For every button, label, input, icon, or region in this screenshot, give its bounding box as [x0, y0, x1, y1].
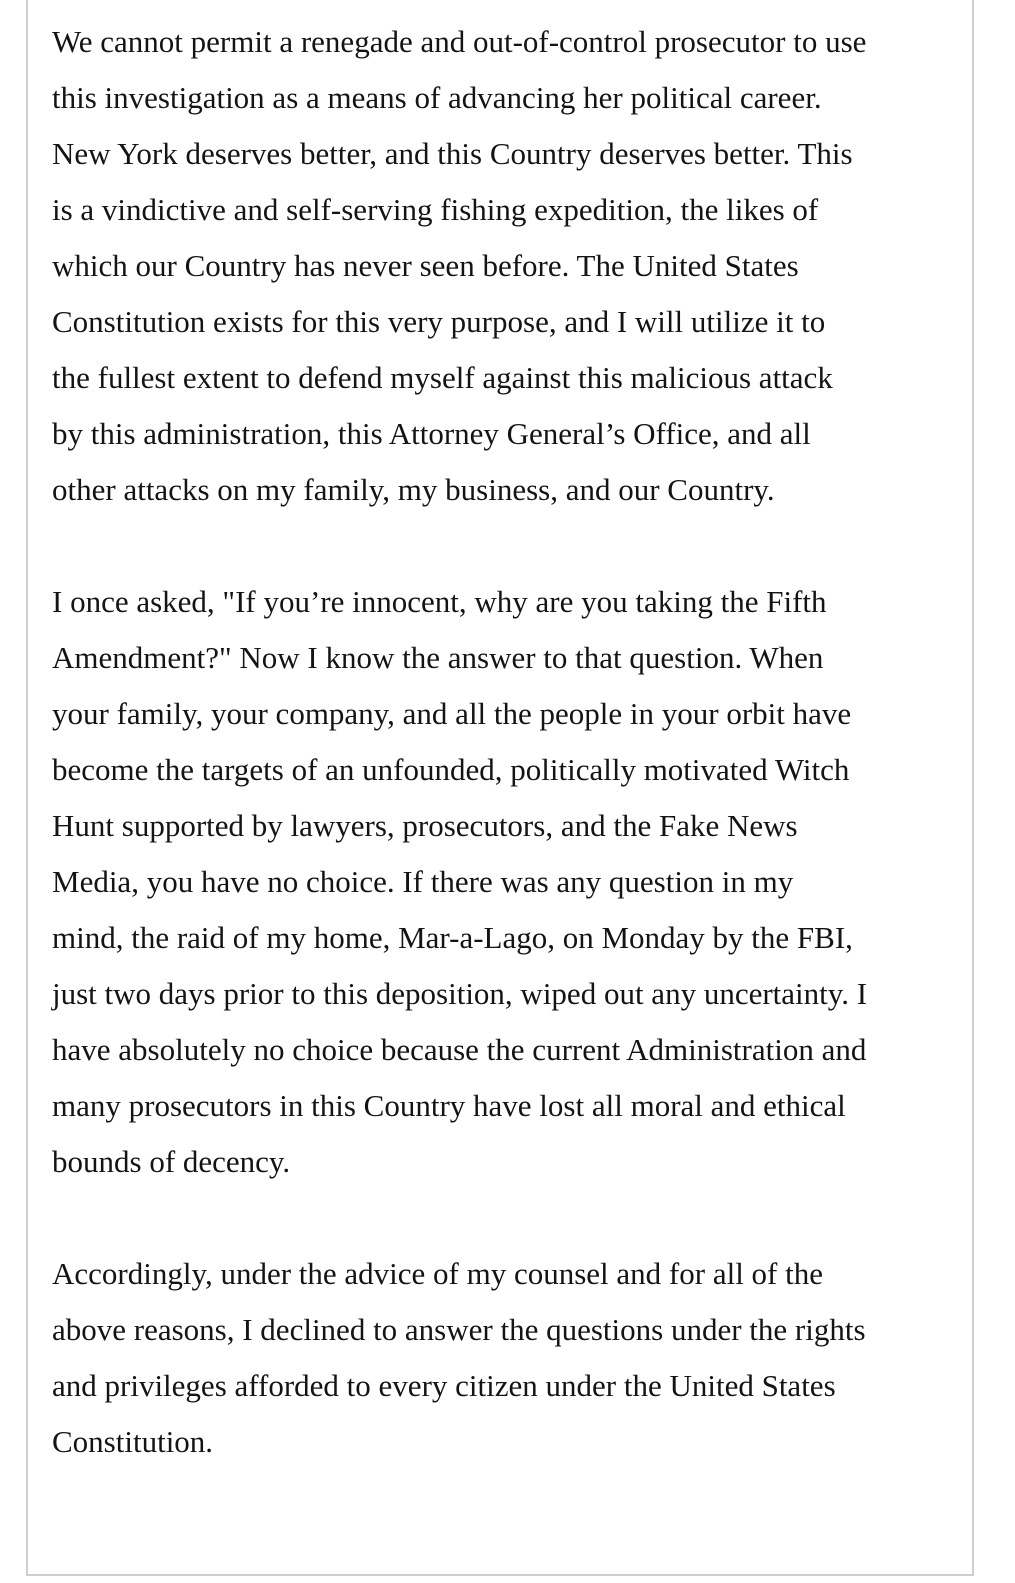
statement-text: [52, 14, 957, 1470]
text-line: We cannot permit a renegade and out-of-control prosecutor to use: [52, 24, 867, 59]
text-line: Amendment?" Now I know the answer to that question. When: [52, 640, 824, 675]
text-line: Media, you have no choice. If there was any question in my: [52, 864, 794, 899]
text-line: above reasons, I declined to answer the questions under the rights: [52, 1312, 866, 1347]
text-line: by this administration, this Attorney General’s Office, and all: [52, 416, 811, 451]
text-line: mind, the raid of my home, Mar-a-Lago, on Monday by the FBI,: [52, 920, 853, 955]
text-line: your family, your company, and all the people in your orbit have: [52, 696, 852, 731]
text-line: is a vindictive and self-serving fishing expedition, the likes of: [52, 192, 819, 227]
text-line: many prosecutors in this Country have lost all moral and ethical: [52, 1088, 846, 1123]
text-line: Constitution exists for this very purpose, and I will utilize it to: [52, 304, 826, 339]
text-line: this investigation as a means of advancing her political career.: [52, 80, 822, 115]
text-line: and privileges afforded to every citizen under the United States: [52, 1368, 836, 1403]
text-line: I once asked, "If you’re innocent, why are you taking the Fifth: [52, 584, 827, 619]
text-line: become the targets of an unfounded, politically motivated Witch: [52, 752, 850, 787]
text-line: New York deserves better, and this Country deserves better. This: [52, 136, 853, 171]
text-line: Hunt supported by lawyers, prosecutors, and the Fake News: [52, 808, 798, 843]
text-line: the fullest extent to defend myself against this malicious attack: [52, 360, 833, 395]
text-line: bounds of decency.: [52, 1144, 291, 1179]
text-line: Accordingly, under the advice of my counsel and for all of the: [52, 1256, 824, 1291]
text-line: other attacks on my family, my business, and our Country.: [52, 472, 775, 507]
text-line: which our Country has never seen before. The United States: [52, 248, 799, 283]
text-line: just two days prior to this deposition, wiped out any uncertainty. I: [52, 976, 868, 1011]
paragraph-2: [52, 574, 957, 1190]
paragraph-1: [52, 14, 957, 518]
text-line: have absolutely no choice because the current Administration and: [52, 1032, 867, 1067]
paragraph-3: [52, 1246, 957, 1470]
text-line: Constitution.: [52, 1424, 214, 1459]
